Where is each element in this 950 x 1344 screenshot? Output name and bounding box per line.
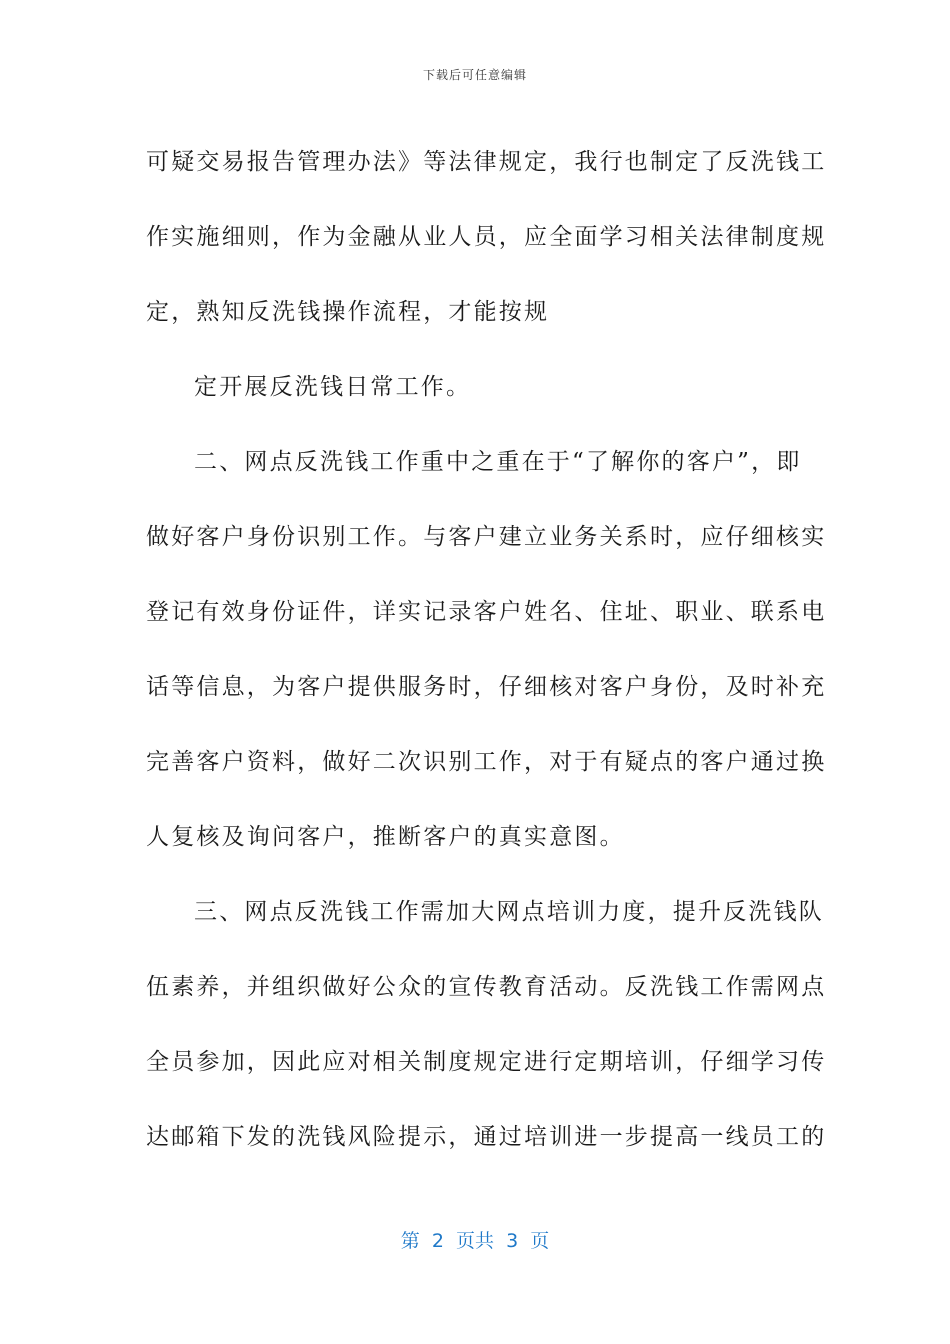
body-line: 定开展反洗钱日常工作。 [194, 374, 472, 400]
body-line: 人复核及询问客户，推断客户的真实意图。 [146, 824, 625, 850]
body-line: 定，熟知反洗钱操作流程，才能按规 [146, 299, 550, 325]
body-line: 话等信息，为客户提供服务时，仔细核对客户身份，及时补充 [146, 674, 827, 700]
paragraph-3-start: 三、网点反洗钱工作需加大网点培训力度，提升反洗钱队 [194, 899, 824, 925]
body-line: 伍素养，并组织做好公众的宣传教育活动。反洗钱工作需网点 [146, 974, 827, 1000]
body-line: 做好客户身份识别工作。与客户建立业务关系时，应仔细核实 [146, 524, 827, 550]
body-line: 全员参加，因此应对相关制度规定进行定期培训，仔细学习传 [146, 1049, 827, 1075]
paragraph-2-start: 二、网点反洗钱工作重中之重在于“了解你的客户”，即 [194, 449, 802, 475]
document-body [146, 125, 827, 1175]
page-number: 第 2 页共 3 页 [400, 1230, 550, 1252]
body-line: 达邮箱下发的洗钱风险提示，通过培训进一步提高一线员工的 [146, 1124, 827, 1150]
body-line: 作实施细则，作为金融从业人员，应全面学习相关法律制度规 [146, 224, 827, 250]
body-line: 可疑交易报告管理办法》等法律规定，我行也制定了反洗钱工 [146, 149, 827, 175]
page-header: 下载后可任意编辑 [422, 68, 527, 82]
body-line: 登记有效身份证件，详实记录客户姓名、住址、职业、联系电 [146, 599, 827, 625]
page-footer [0, 1226, 950, 1253]
body-line: 完善客户资料，做好二次识别工作，对于有疑点的客户通过换 [146, 749, 827, 775]
